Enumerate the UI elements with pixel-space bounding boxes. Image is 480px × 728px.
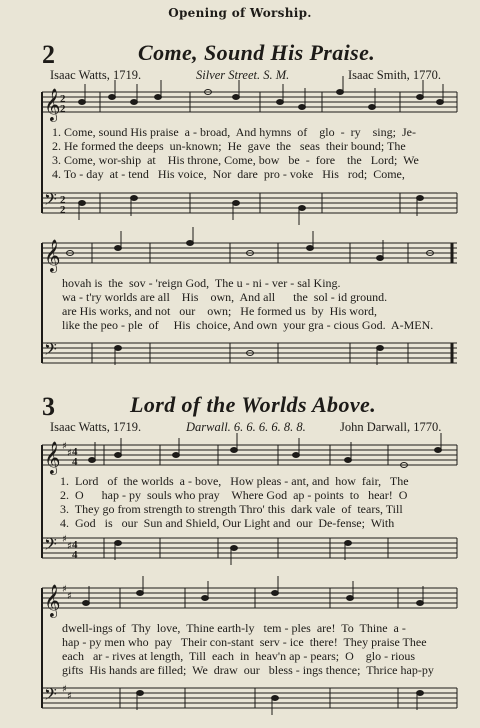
hymn-title: Come, Sound His Praise. (138, 40, 376, 65)
bass-clef-icon: 𝄢 (44, 189, 57, 213)
svg-text:4: 4 (72, 549, 78, 561)
verse-line: each ar - rives at length, Till each in heav'n ap - pears; O glo - rious (62, 649, 416, 663)
tune-name: Silver Street. S. M. (196, 68, 290, 82)
hymn-title: Lord of the Worlds Above. (130, 392, 377, 417)
treble-staff (42, 588, 457, 608)
svg-text:2: 2 (60, 204, 66, 216)
verse-line: hap - py men who pay Their con-stant serv - ice there! They praise Thee (62, 635, 427, 649)
treble-clef-icon: 𝄞 (44, 88, 61, 121)
verse-line: hovah is the sov - 'reign God, The u - ni - ver - sal King. (62, 276, 341, 290)
verse-line: like the peo - ple of His choice, And own your gra - cious God. A-MEN. (62, 318, 434, 332)
section-header: Opening of Worship. (168, 6, 312, 20)
svg-text:♯: ♯ (62, 534, 67, 545)
hymn-number: 2 (42, 40, 55, 69)
svg-text:♯: ♯ (67, 591, 72, 602)
svg-text:2: 2 (60, 103, 66, 115)
treble-clef-icon: 𝄞 (44, 584, 61, 617)
verse-line: dwell-ings of Thy love, Thine earth-ly tem - ples are! To Thine a - (62, 621, 406, 635)
svg-text:♯: ♯ (62, 441, 67, 452)
author-credit: Isaac Watts, 1719. (50, 68, 142, 82)
bass-staff (42, 343, 457, 363)
verse-line: 4. To - day at - tend His voice, Nor dare pro - voke His rod; Come, (52, 167, 405, 181)
treble-clef-icon: 𝄞 (44, 239, 61, 272)
treble-staff (42, 92, 457, 112)
verse-line: gifts His hands are filled; We draw our bless - ings thence; Thrice hap-py (62, 663, 434, 677)
verse-line: 4. God is our Sun and Shield, Our Light and our De-fense; With (60, 516, 395, 530)
verse-line: are His works, and not our own; He formed us by His word, (62, 304, 377, 318)
svg-text:♯: ♯ (62, 684, 67, 695)
bass-staff (42, 193, 457, 213)
svg-text:2: 2 (60, 194, 66, 206)
svg-text:♯: ♯ (67, 691, 72, 702)
treble-clef-icon: 𝄞 (44, 441, 61, 474)
verse-line: 2. He formed the deeps un-known; He gave the seas their bound; The (52, 139, 406, 153)
bass-clef-icon: 𝄢 (44, 684, 57, 708)
verse-line: 1. Come, sound His praise a - broad, And hymns of glo - ry sing; Je- (52, 125, 416, 139)
treble-staff (42, 243, 457, 263)
svg-text:4: 4 (72, 456, 78, 468)
svg-text:4: 4 (72, 446, 78, 458)
bass-clef-icon: 𝄢 (44, 339, 57, 363)
svg-text:2: 2 (60, 93, 66, 105)
verse-line: 3. They go from strength to strength Thro' this dark vale of tears, Till (60, 502, 403, 516)
verse-line: 2. O hap - py souls who pray Where God ap - points to hear! O (60, 488, 408, 502)
composer-credit: John Darwall, 1770. (340, 420, 442, 434)
author-credit: Isaac Watts, 1719. (50, 420, 142, 434)
svg-text:♯: ♯ (67, 541, 72, 552)
verse-line: wa - t'ry worlds are all His own, And all the sol - id ground. (62, 290, 388, 304)
svg-text:4: 4 (72, 539, 78, 551)
hymn-number: 3 (42, 392, 55, 421)
svg-text:♯: ♯ (62, 584, 67, 595)
bass-clef-icon: 𝄢 (44, 534, 57, 558)
composer-credit: Isaac Smith, 1770. (348, 68, 442, 82)
bass-staff (42, 688, 457, 708)
tune-name: Darwall. 6. 6. 6. 6. 8. 8. (186, 420, 306, 434)
svg-text:♯: ♯ (67, 448, 72, 459)
verse-line: 1. Lord of the worlds a - bove, How pleas - ant, and how fair, The (60, 474, 409, 488)
verse-line: 3. Come, wor-ship at His throne, Come, bow be - fore the Lord; We (52, 153, 419, 167)
